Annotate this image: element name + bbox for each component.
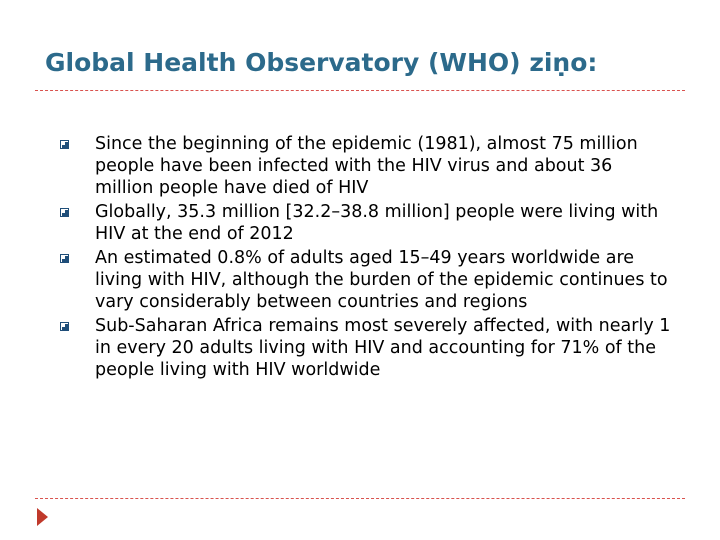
bullet-item	[60, 247, 675, 313]
bullet-text: An estimated 0.8% of adults aged 15–49 years worldwide are living with HIV, although the burden of the epidemic continues to vary considerably between countries and regions	[95, 248, 668, 312]
bullet-text: Since the beginning of the epidemic (1981), almost 75 million people have been infected with the HIV virus and about 36 million people have died of HIV	[95, 134, 638, 198]
play-arrow-icon	[37, 508, 48, 526]
bullet-item	[60, 315, 675, 381]
bullet-text: Sub-Saharan Africa remains most severely affected, with nearly 1 in every 20 adults living with HIV and accounting for 71% of the people living with HIV worldwide	[95, 316, 671, 380]
bullet-list	[60, 133, 675, 381]
checkbox-bullet-icon	[60, 208, 69, 217]
bullet-item	[60, 201, 675, 245]
checkbox-bullet-icon	[60, 322, 69, 331]
checkbox-bullet-icon	[60, 140, 69, 149]
checkbox-bullet-icon	[60, 254, 69, 263]
bullet-text: Globally, 35.3 million [32.2–38.8 million] people were living with HIV at the end of 2012	[95, 202, 659, 244]
bullet-item	[60, 133, 675, 199]
slide-title: Global Health Observatory (WHO) ziṇo:	[45, 48, 598, 77]
top-divider	[35, 90, 685, 91]
bottom-divider	[35, 498, 685, 499]
